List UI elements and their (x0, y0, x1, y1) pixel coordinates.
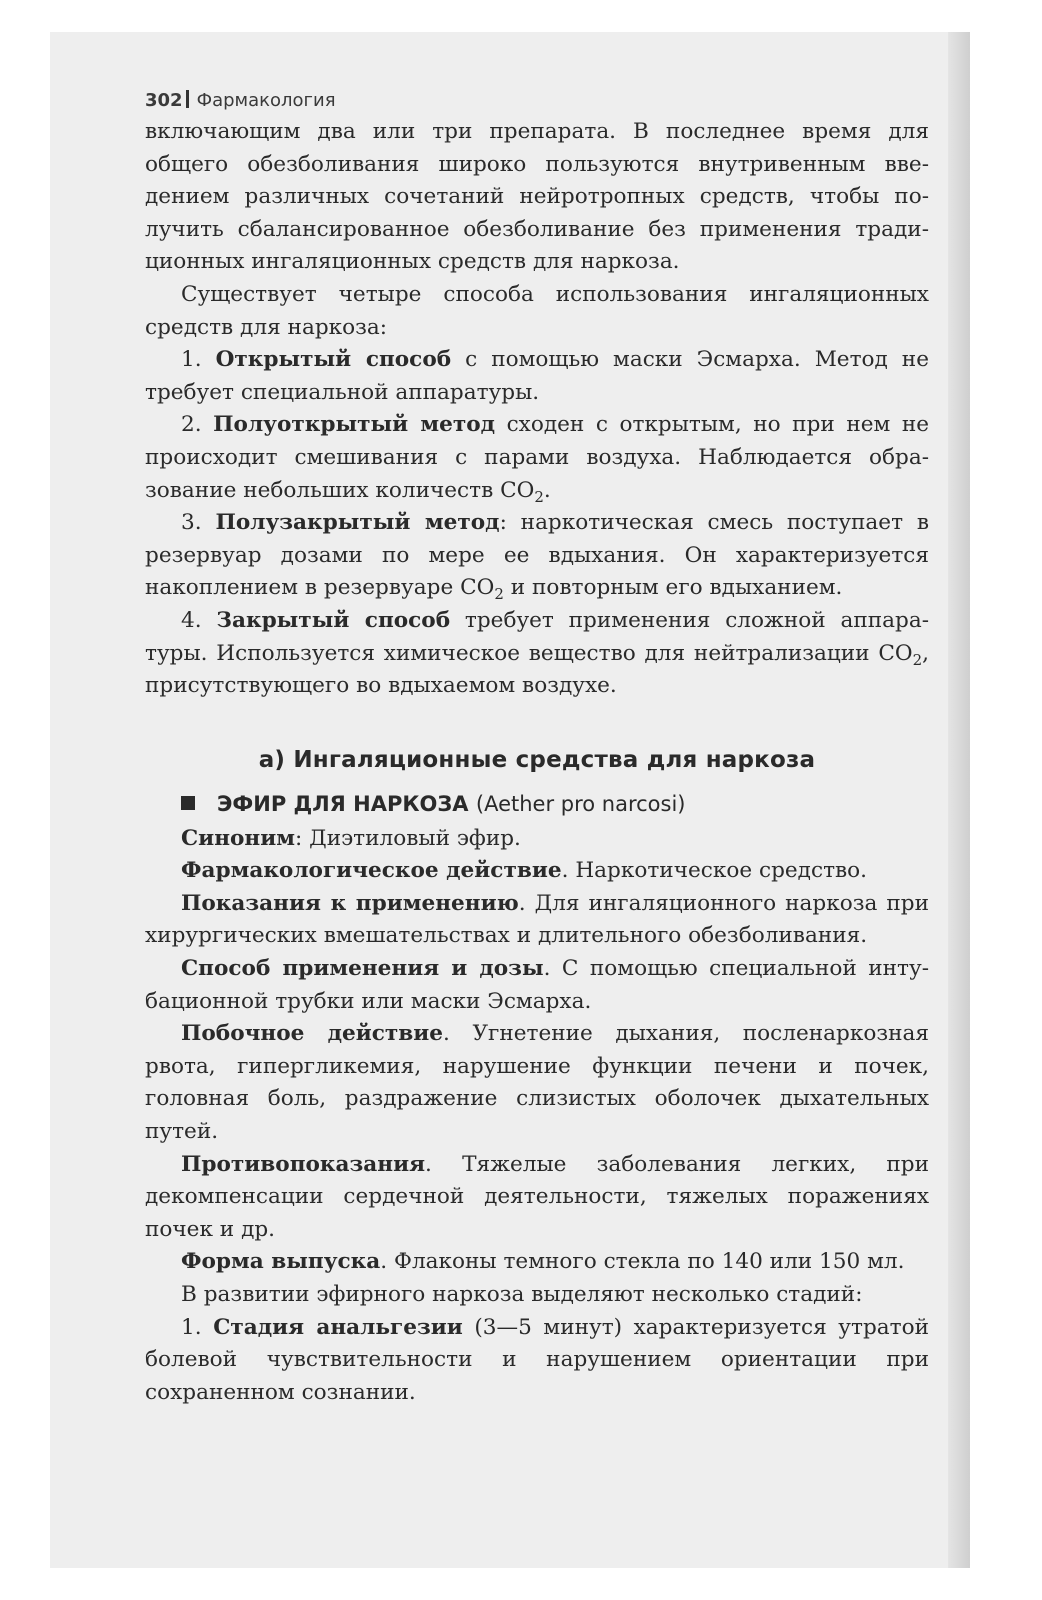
field-text: Угнетение дыхания, посленаркозная рвота, гипергликемия, нарушение функции печени и почек, головная боль, раздражение слизистых оболочек дыхательных путей. (145, 1021, 929, 1145)
drug-field (145, 953, 929, 1018)
stage-text: (3—5 минут) характеризуется утратой болевой чувствительности и нарушением ориентации при сохраненном сознании. (145, 1314, 929, 1405)
drug-name: ЭФИР ДЛЯ НАРКОЗА (217, 791, 469, 816)
subscript: 2 (912, 650, 923, 669)
book-title: Фармакология (196, 90, 336, 111)
method-tail: , присутствующего во вдыхаемом воздухе. (145, 640, 929, 699)
field-text: Флаконы темного стекла по 140 или 150 мл. (394, 1249, 905, 1275)
field-separator: . (561, 858, 576, 884)
field-text: Тяжелые заболевания легких, при декомпенсации сердечной деятельности, тяжелых поражениях почек и др. (145, 1151, 929, 1242)
field-separator: . (543, 956, 562, 982)
method-number: 4. (181, 607, 202, 633)
drug-field (145, 823, 929, 856)
method-term: Закрытый способ (216, 607, 451, 633)
field-label: Форма выпуска (181, 1249, 381, 1275)
drug-field (145, 888, 929, 953)
method-text: требует применения сложной аппаратуры. Используется химическое вещество для нейтрализации CO (145, 607, 929, 666)
method-item (145, 507, 929, 605)
method-tail: и повторным его вдыханием. (503, 575, 843, 601)
field-text: Диэтиловый эфир. (309, 825, 521, 851)
field-label: Фармакологическое действие (181, 858, 562, 884)
square-bullet-icon (181, 796, 195, 810)
section-title: а) Ингаляционные средства для наркоза (258, 746, 816, 773)
method-number: 3. (181, 510, 202, 536)
stage-term: Стадия анальгезии (213, 1314, 463, 1340)
method-item (145, 409, 929, 507)
field-label: Противопоказания (181, 1151, 426, 1177)
intro-paragraph: включающим два или три препарата. В последнее время для общего обезболивания широко пользуются внутривенным введением различных сочетаний нейротропных средств, чтобы получить сбалансированное обезболивание без применения традиционных ингаляционных средств для наркоза. (145, 119, 929, 275)
method-term: Полузакрытый метод (215, 510, 500, 536)
stages-intro: В развитии эфирного наркоза выделяют несколько стадий: (181, 1282, 863, 1307)
field-separator: . (425, 1151, 463, 1177)
drug-field (145, 1149, 929, 1247)
field-text: Наркотическое средство. (575, 858, 868, 884)
field-label: Побочное действие (181, 1021, 444, 1047)
method-text: : наркотическая смесь поступает в резервуар дозами по мере ее вдыхания. Он характеризуется накоплением в резервуаре CO (145, 510, 929, 601)
subscript: 2 (534, 487, 544, 506)
stage-number: 1. (181, 1314, 202, 1340)
drug-latin-name: (Aether pro narcosi) (475, 791, 686, 816)
drug-field (145, 855, 929, 888)
subscript: 2 (494, 585, 504, 604)
method-item (145, 344, 929, 409)
page-content (145, 88, 929, 1409)
field-text: Для ингаляционного наркоза при хирургических вмешательствах и длительного обезболивания. (145, 890, 929, 949)
field-label: Показания к применению (181, 890, 519, 916)
intro-paragraph: Существует четыре способа использования ингаляционных средств для наркоза: (145, 281, 929, 340)
drug-heading (181, 789, 929, 819)
field-separator: . (443, 1021, 473, 1047)
field-text: С помощью специальной интубационной трубки или маски Эсмарха. (145, 956, 929, 1014)
method-item (145, 605, 929, 703)
field-separator: . (380, 1249, 395, 1275)
field-separator: : (295, 825, 310, 851)
page-edge-shadow (948, 32, 970, 1568)
method-number: 2. (181, 412, 202, 438)
header-divider (186, 90, 189, 108)
method-term: Открытый способ (215, 347, 452, 373)
field-separator: . (518, 890, 535, 916)
page-number: 302 (145, 90, 183, 111)
stage-item (145, 1312, 929, 1410)
field-label: Синоним (181, 825, 295, 851)
method-number: 1. (181, 347, 202, 373)
method-text: сходен с открытым, но при нем не происходит смешивания с парами воздуха. Наблюдается образование небольших количеств CO (145, 412, 929, 503)
field-label: Способ применения и дозы (181, 956, 544, 982)
drug-field (145, 1246, 929, 1279)
method-term: Полуоткрытый метод (213, 412, 496, 438)
drug-field (145, 1018, 929, 1148)
method-tail: . (543, 477, 551, 503)
running-header (145, 88, 929, 114)
method-text: с помощью маски Эсмарха. Метод не требует специальной аппаратуры. (145, 347, 929, 405)
